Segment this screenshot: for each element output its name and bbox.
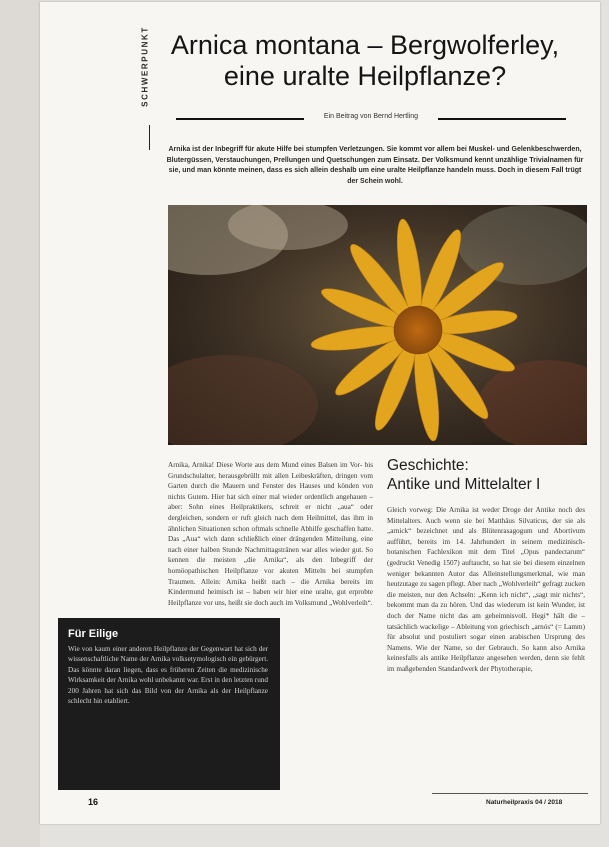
- summary-box-title: Für Eilige: [68, 628, 119, 640]
- kicker-label: SCHWERPUNKT: [140, 26, 150, 107]
- magazine-footer: Naturheilpraxis 04 / 2018: [486, 799, 563, 806]
- flower-image: [168, 205, 587, 445]
- summary-box-text: Wie von kaum einer anderen Heilpflanze der Gegenwart hat sich der wissenschaftliche Name der Arnika volksetymologisch ein gebürgert. Das könnte daran liegen, dass es früheren Zeiten die medizinische Wirksamkeit der Arnika wohl unbekannt war. Erst in den letzten rund 200 Jahren hat sich das Bild von der Arnika als der Heilpflanze schlecht hin etabliert.: [68, 645, 268, 706]
- byline: Ein Beitrag von Bernd Hertling: [323, 113, 419, 120]
- title-line-1: Arnica montana – Bergwolferley,: [170, 30, 560, 60]
- page-gutter: [0, 0, 40, 847]
- body-column-2: Gleich vorweg: Die Arnika ist weder Droge der Antike noch des Mittelalters. Auch wenn sie bei Matthäus Silvaticus, der sie als „arnick“ bezeichnet und als Blütenrasagogum und Abortivum aufführt, bereits im 14. Jahrhundert in seinem medizinisch-botanischen Fachlexikon mit dem Titel „Opus pandectarum“ (gedruckt Venedig 1507) auftaucht, so hat sie bei diesem einzelnen weniger bekannten Autor das Alleinstellungsmerkmal, wie man heutzutage zu sagen pflegt. Aber nach „Wohlverleih“ gefragt zucken die meisten, nur den Achseln: „Kenn ich nicht“, „sagt mir nichts“, bekommt man da zu hören. Und das wiederum ist kein Wunder, ist doch der Name nicht das am geheimnisvoll. Hegi* hält die – tatsächlich wackelige – Ableitung von griechisch „arnós“ (= Lamm) für absolut und postuliert sogar einen arabischen Ursprung des Namens. Wie der Name, so der Gebrauch. So kann also Arnika keinesfalls als antike Heilpflanze angesehen werden, denn sie fehlt im maßgebenden Standardwerk der Phytotherapie,: [387, 506, 585, 673]
- article-title: [150, 30, 580, 92]
- lead-paragraph: Arnika ist der Inbegriff für akute Hilfe bei stumpfen Verletzungen. Sie kommt vor allem bei Muskel- und Gelenkbeschwerden, Blutergüssen, Verstauchungen, Prellungen und Quetschungen zum Einsatz. Der Volksmund kennt unzählige Trivialnamen für sie, und man könnte meinen, dass es sich allein deshalb um eine uralte Heilpflanze handeln muss. Doch in diesem Fall trügt der Schein wohl.: [166, 146, 584, 185]
- byline-rule-right: [438, 118, 566, 120]
- arnica-flower-photo: [168, 205, 587, 445]
- page-number: 16: [88, 797, 99, 807]
- title-line-2: eine uralte Heilpflanze?: [223, 61, 507, 91]
- summary-box: [58, 618, 280, 790]
- byline-row: [176, 112, 566, 126]
- section-heading: [387, 456, 587, 494]
- section-heading-line-2: Antike und Mittelalter I: [387, 476, 541, 493]
- body-column-1: Arnika, Arnika! Diese Worte aus dem Mund eines Balsen im Vor- bis Grundschulalter, herausgebrüllt mit allen Leibeskräften, dringen vom Garten durch die Mauern und Fenster des Hauses und könden von nichts Gutem. Hier hat sich einer mal wieder ordentlich angehauen – aber: Sohn eines Heilpraktikers, schreit er nicht „aua“ oder dergleichen, sondern er ruft gleich nach dem Heilmittel, das ihm in ähnlichen Situationen schon oftmals schnelle Abhilfe geschaffen hatte. Das „Aua“ wich dann schließlich einer drängenden Mitteilung, eine nach einer halben Stunde Nachmittagstränen war alles wieder gut. So kennen die meisten „die Arnika“, als den Inbegriff der homöopathischen Heilpflanze vor akuten Mitteln bei stumpfen Traumen. Allein: Arnika heißt nach – die Arnika bereits im Kindermund heimisch ist – haben wir hier eine uralte, gut erprobte Heilpflanze vor uns, heißt sie doch auch im Volksmund „Wohlverleih“.: [168, 461, 373, 607]
- section-heading-line-1: Geschichte:: [387, 457, 469, 474]
- kicker-rule: [149, 125, 150, 150]
- footer-rule: [432, 793, 588, 794]
